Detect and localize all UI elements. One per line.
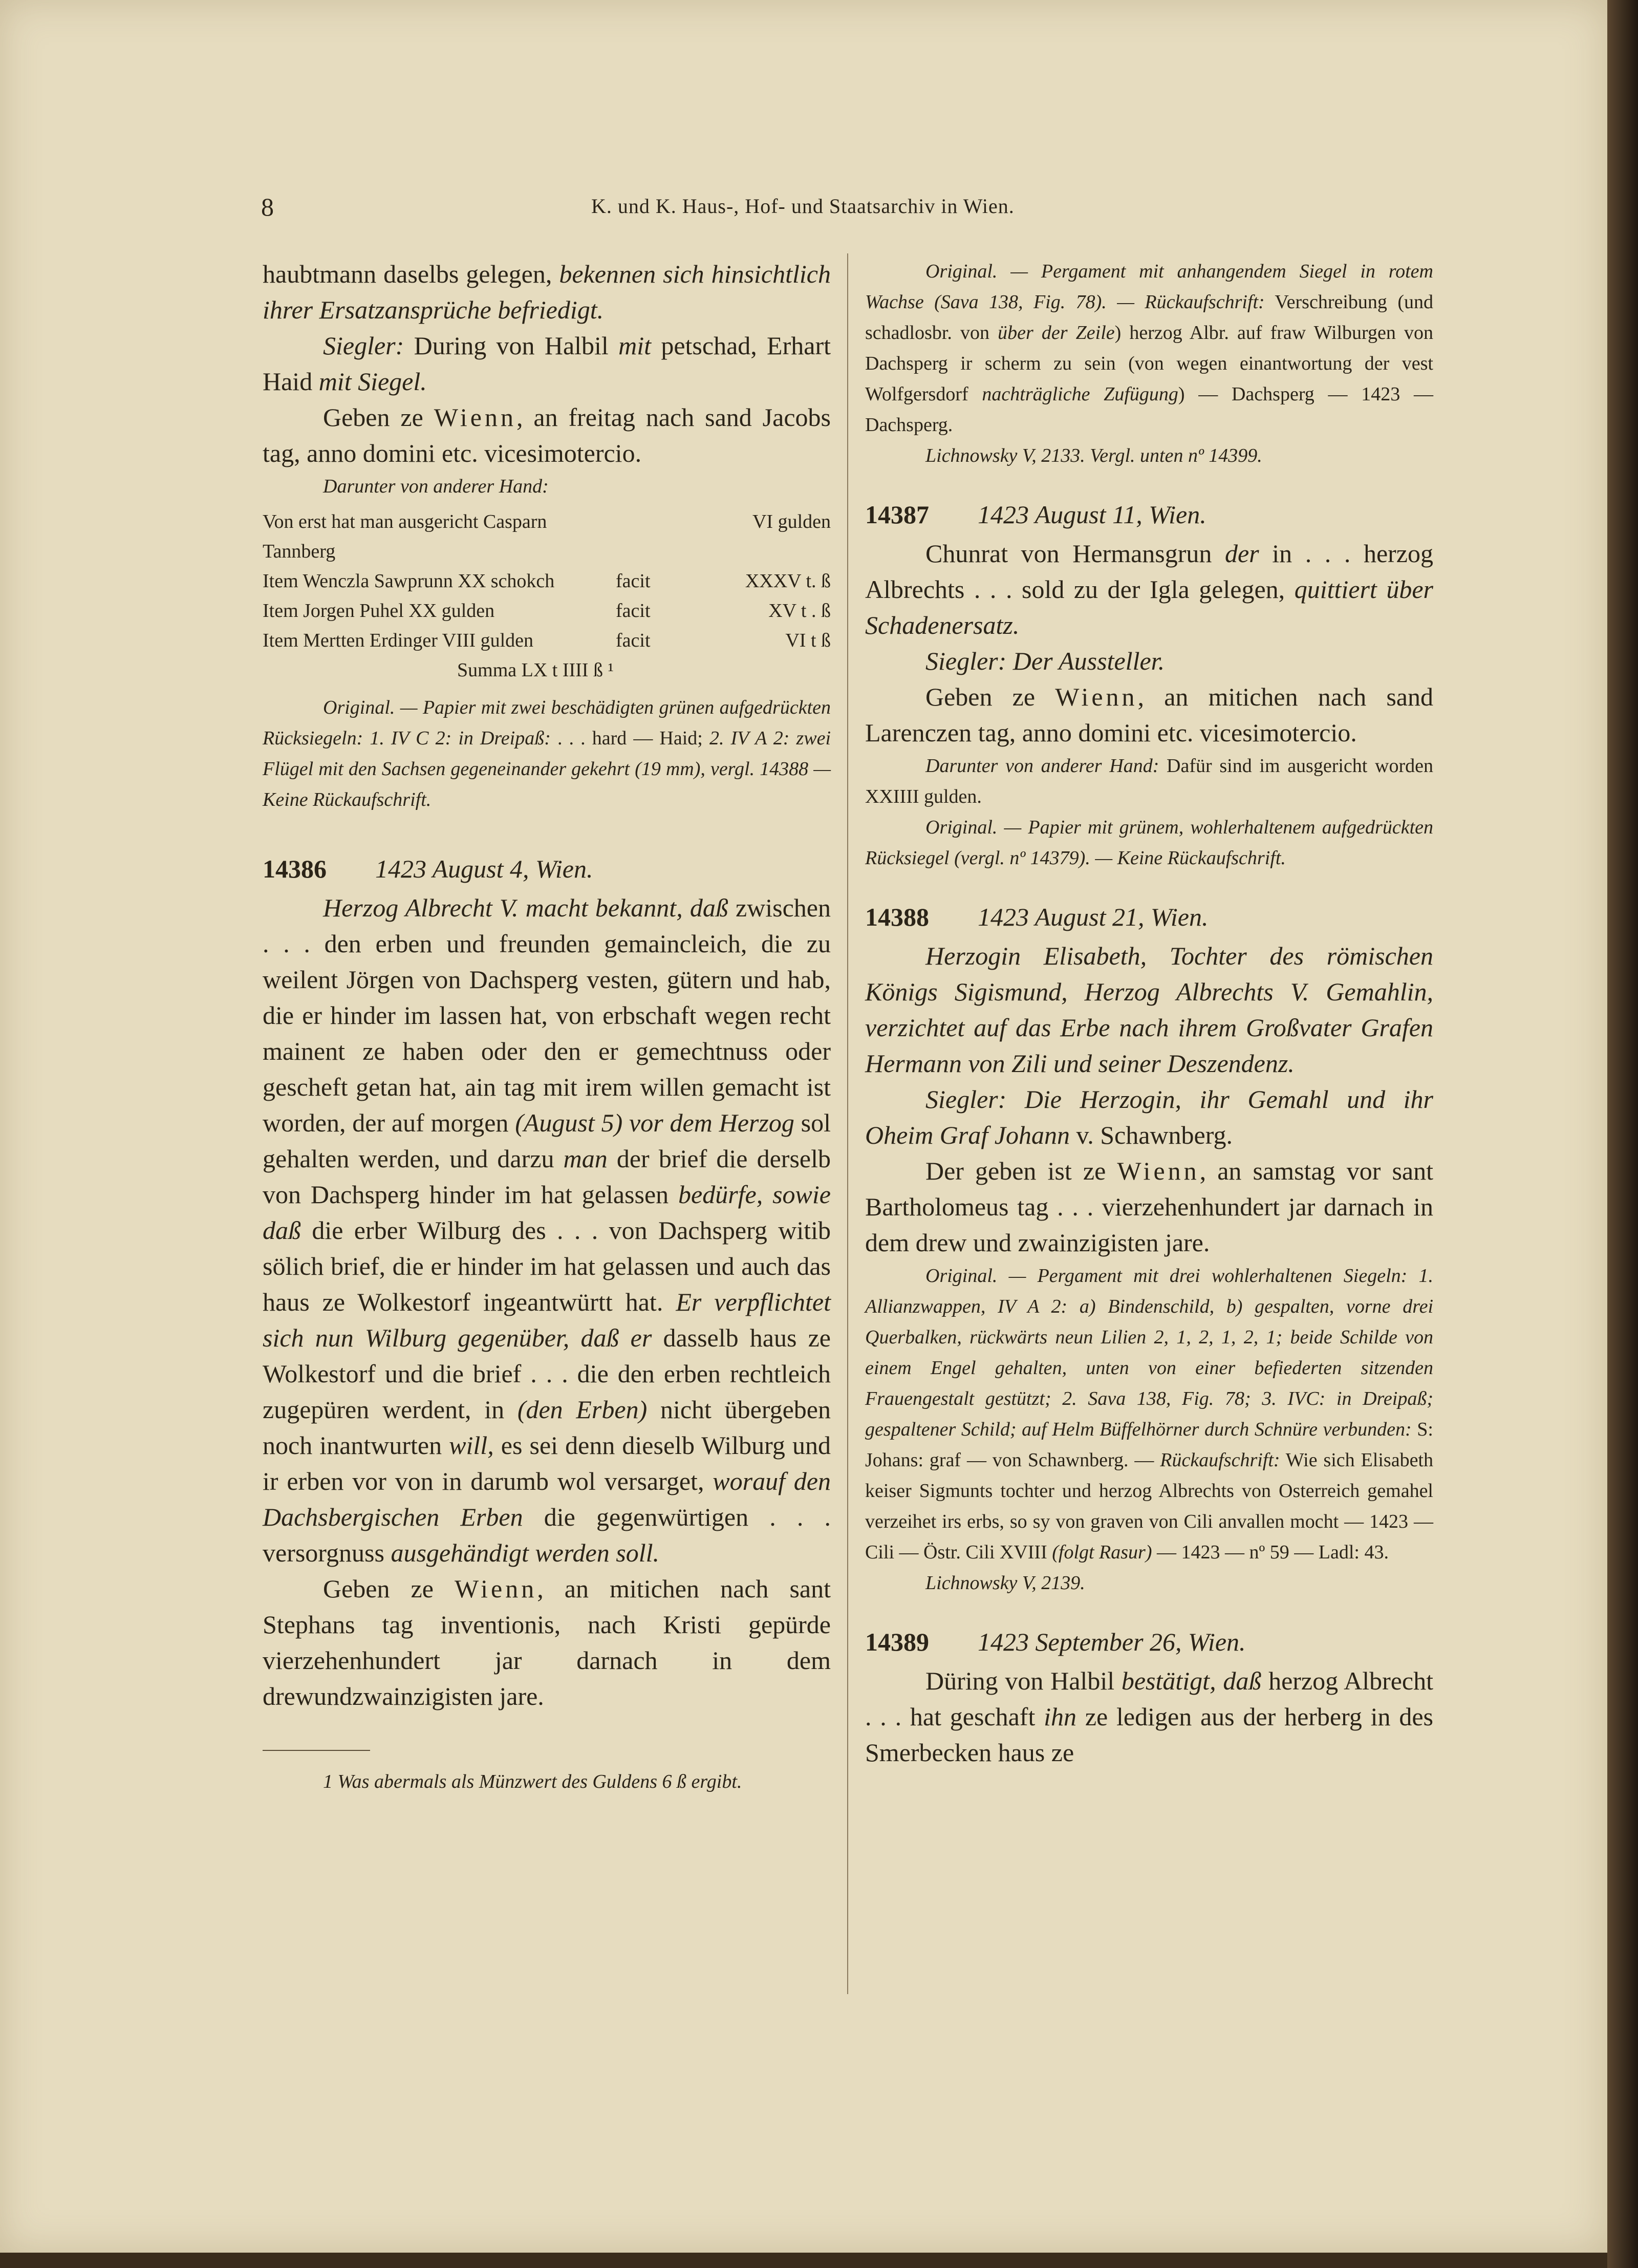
right-column	[865, 256, 1433, 1770]
book-spine-edge	[1607, 0, 1638, 2268]
column-divider	[847, 253, 848, 1994]
entry-heading: 14388 1423 August 21, Wien.	[865, 903, 1209, 931]
left-column	[263, 256, 831, 1797]
payment-table	[263, 507, 831, 685]
sealer-line: Siegler: During von Halbil mit petschad, Erhart Haid mit Siegel.	[263, 331, 831, 396]
original-note: Original. — Papier mit zwei beschädigten grünen aufgedrückten Rücksiegeln: 1. IV C 2: in Dreipaß: . . . hard — Haid; 2. IV A 2: zwei Flügel mit den Sachsen gegeneinander gekehrt (19 mm), vergl. 14388 — Keine Rückaufschrift.	[263, 697, 831, 810]
dating-clause: Geben ze Wienn, an freitag nach sand Jacobs tag, anno domini etc. vicesimotercio.	[263, 403, 831, 467]
entry-text: Chunrat von Hermansgrun der in . . . herzog Albrechts . . . sold zu der Igla gelegen, quittiert über Schadenersatz.	[865, 539, 1433, 639]
original-note: Original. — Pergament mit drei wohlerhaltenen Siegeln: 1. Allianzwappen, IV A 2: a) Bindenschild, b) gespalten, vorne drei Querbalken, rückwärts neun Lilien 2, 1, 2, 1, 2, 1; beide Schilde von einem Engel gehalten, unten von einer befiederten sitzenden Frauengestalt gestützt; 2. Sava 138, Fig. 78; 3. IVC: in Dreipaß; gespaltener Schild; auf Helm Büffelhörner durch Schnüre verbunden: S: Johans: graf — von Schawnberg. — Rückaufschrift: Wie sich Elisabeth keiser Sigmunts tochter und herzog Albrechts von Osterreich gemahel verzeihet irs erbs, so sy von graven von Cili anvallen mocht — 1423 — Cili — Östr. Cili XVIII (folgt Rasur) — 1423 — nº 59 — Ladl: 43.	[865, 1265, 1433, 1563]
entry-heading: 14387 1423 August 11, Wien.	[865, 500, 1206, 529]
reference-note: Lichnowsky V, 2139.	[925, 1572, 1085, 1594]
original-note: Original. — Papier mit grünem, wohlerhaltenem aufgedrückten Rücksiegel (vergl. nº 14379). — Keine Rückaufschrift.	[865, 817, 1433, 869]
table-sum: Summa LX t IIII ß ¹	[457, 659, 614, 681]
dating-clause: Der geben ist ze Wienn, an samstag vor sant Bartholomeus tag . . . vierzehenhundert jar darnach in dem drew und zwainzigisten jare.	[865, 1157, 1433, 1257]
footnote-rule	[263, 1750, 370, 1751]
page-number: 8	[261, 192, 274, 221]
original-note: Original. — Pergament mit anhangendem Siegel in rotem Wachse (Sava 138, Fig. 78). — Rückaufschrift: Verschreibung (und schadlosbr. von über der Zeile) herzog Albr. auf fraw Wilburgen von Dachsperg ir scherm zu sein (von wegen einantwortung der vest Wolfgersdorf nachträgliche Zufügung) — Dachsperg — 1423 — Dachsperg.	[865, 261, 1433, 436]
note-hand: Darunter von anderer Hand: Dafür sind im ausgericht worden XXIIII gulden.	[865, 755, 1433, 807]
paragraph: haubtmann daselbs gelegen, bekennen sich hinsichtlich ihrer Ersatzansprüche befriedigt.	[263, 260, 831, 324]
dating-clause: Geben ze Wienn, an mitichen nach sand Larenczen tag, anno domini etc. vicesimotercio.	[865, 682, 1433, 747]
reference-note: Lichnowsky V, 2133. Vergl. unten nº 14399.	[925, 445, 1262, 466]
entry-text: Herzog Albrecht V. macht bekannt, daß zwischen . . . den erben und freunden gemaincleich, die zu weilent Jörgen von Dachsperg vesten, gütern und hab, die er hinder im lassen hat, von erbschaft wegen recht mainent ze haben oder den er gemechtnuss oder gescheft getan hat, ain tag mit irem willen gemacht ist worden, der auf morgen (August 5) vor dem Herzog sol gehalten werden, und darzu man der brief die derselb von Dachsperg hinder im hat gelassen bedürfe, sowie daß die erber Wilburg des . . . von Dachsperg witib sölich brief, die er hinder im hat gelassen und auch das haus ze Wolkestorf ingeantwürtt hat. Er verpflichtet sich nun Wilburg gegenüber, daß er dasselb haus ze Wolkestorf und die brief . . . die den erben rechtleich zugepüren werdent, in (den Erben) nicht übergeben noch inantwurten will, es sei denn dieselb Wilburg und ir erben vor von in darumb wol versarget, worauf den Dachsbergischen Erben die gegenwürtigen . . . versorgnuss ausgehändigt werden soll.	[263, 893, 831, 1567]
entry-heading: 14389 1423 September 26, Wien.	[865, 1628, 1246, 1656]
table-row: Item Jorgen Puhel XX gulden facit XV t . ß	[263, 600, 831, 622]
table-row: Von erst hat man ausgericht Casparn Tannberg VI gulden	[263, 511, 831, 562]
entry-text: Herzogin Elisabeth, Tochter des römischen Königs Sigismund, Herzog Albrechts V. Gemahlin, verzichtet auf das Erbe nach ihrem Großvater Grafen Hermann von Zili und seiner Deszendenz.	[865, 942, 1433, 1078]
page-bottom-edge	[0, 2253, 1607, 2268]
table-row: Item Wenczla Sawprunn XX schokch facit XXXV t. ß	[263, 570, 831, 592]
sealer-line: Siegler: Der Aussteller.	[925, 647, 1165, 675]
entry-heading: 14386 1423 August 4, Wien.	[263, 854, 593, 883]
footnote: 1 Was abermals als Münzwert des Guldens 6 ß ergibt.	[323, 1771, 742, 1792]
sealer-line: Siegler: Die Herzogin, ihr Gemahl und ihr Oheim Graf Johann v. Schawnberg.	[865, 1085, 1433, 1149]
entry-text: Düring von Halbil bestätigt, daß herzog Albrecht . . . hat geschaft ihn ze ledigen aus der herberg in des Smerbecken haus ze	[865, 1666, 1434, 1767]
table-row: Item Mertten Erdinger VIII gulden facit VI t ß	[263, 630, 831, 651]
note-hand: Darunter von anderer Hand:	[323, 476, 549, 497]
dating-clause: Geben ze Wienn, an mitichen nach sant Stephans tag inventionis, nach Kristi gepürde vierzehenhundert jar darnach in dem drewundzwainzigisten jare.	[263, 1574, 831, 1710]
running-title: K. und K. Haus-, Hof- und Staatsarchiv in Wien.	[591, 195, 1015, 218]
page-header	[0, 192, 1607, 228]
